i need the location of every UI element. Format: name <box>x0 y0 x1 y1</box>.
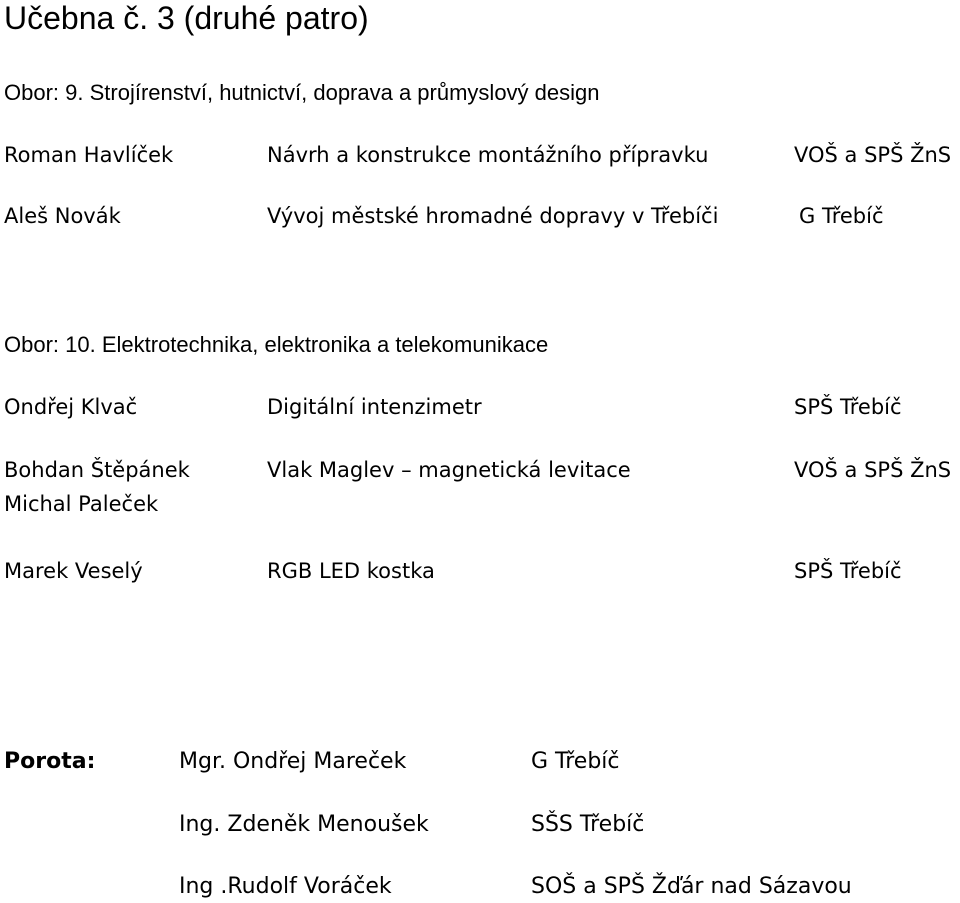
participant-name: Roman Havlíček <box>4 143 174 167</box>
participant-name: Ondřej Klvač <box>4 395 138 419</box>
jury-member-name: Ing. Zdeněk Menoušek <box>179 812 429 837</box>
porota-label: Porota: <box>4 749 96 774</box>
project-title: Vlak Maglev – magnetická levitace <box>267 458 631 482</box>
school-name: VOŠ a SPŠ ŽnS <box>794 143 952 167</box>
section-heading-obor-9: Obor: 9. Strojírenství, hutnictví, doprava a průmyslový design <box>4 80 600 105</box>
participant-name: Aleš Novák <box>4 204 121 228</box>
project-title: RGB LED kostka <box>267 559 435 583</box>
school-name: SPŠ Třebíč <box>794 395 902 419</box>
jury-member-school: SOŠ a SPŠ Žďár nad Sázavou <box>531 874 852 899</box>
jury-member-name: Mgr. Ondřej Mareček <box>179 749 407 774</box>
school-name: G Třebíč <box>799 204 884 228</box>
school-name: VOŠ a SPŠ ŽnS <box>794 458 952 482</box>
page-title: Učebna č. 3 (druhé patro) <box>4 0 369 36</box>
participant-name-second: Michal Paleček <box>4 492 159 516</box>
participant-name: Marek Veselý <box>4 559 143 583</box>
project-title: Vývoj městské hromadné dopravy v Třebíči <box>267 204 719 228</box>
school-name: SPŠ Třebíč <box>794 559 902 583</box>
jury-member-name: Ing .Rudolf Voráček <box>179 874 392 899</box>
project-title: Digitální intenzimetr <box>267 395 482 419</box>
section-heading-obor-10: Obor: 10. Elektrotechnika, elektronika a telekomunikace <box>4 332 549 357</box>
participant-name: Bohdan Štěpánek <box>4 458 190 482</box>
jury-member-school: SŠS Třebíč <box>531 812 645 837</box>
jury-member-school: G Třebíč <box>531 749 620 774</box>
project-title: Návrh a konstrukce montážního přípravku <box>267 143 709 167</box>
